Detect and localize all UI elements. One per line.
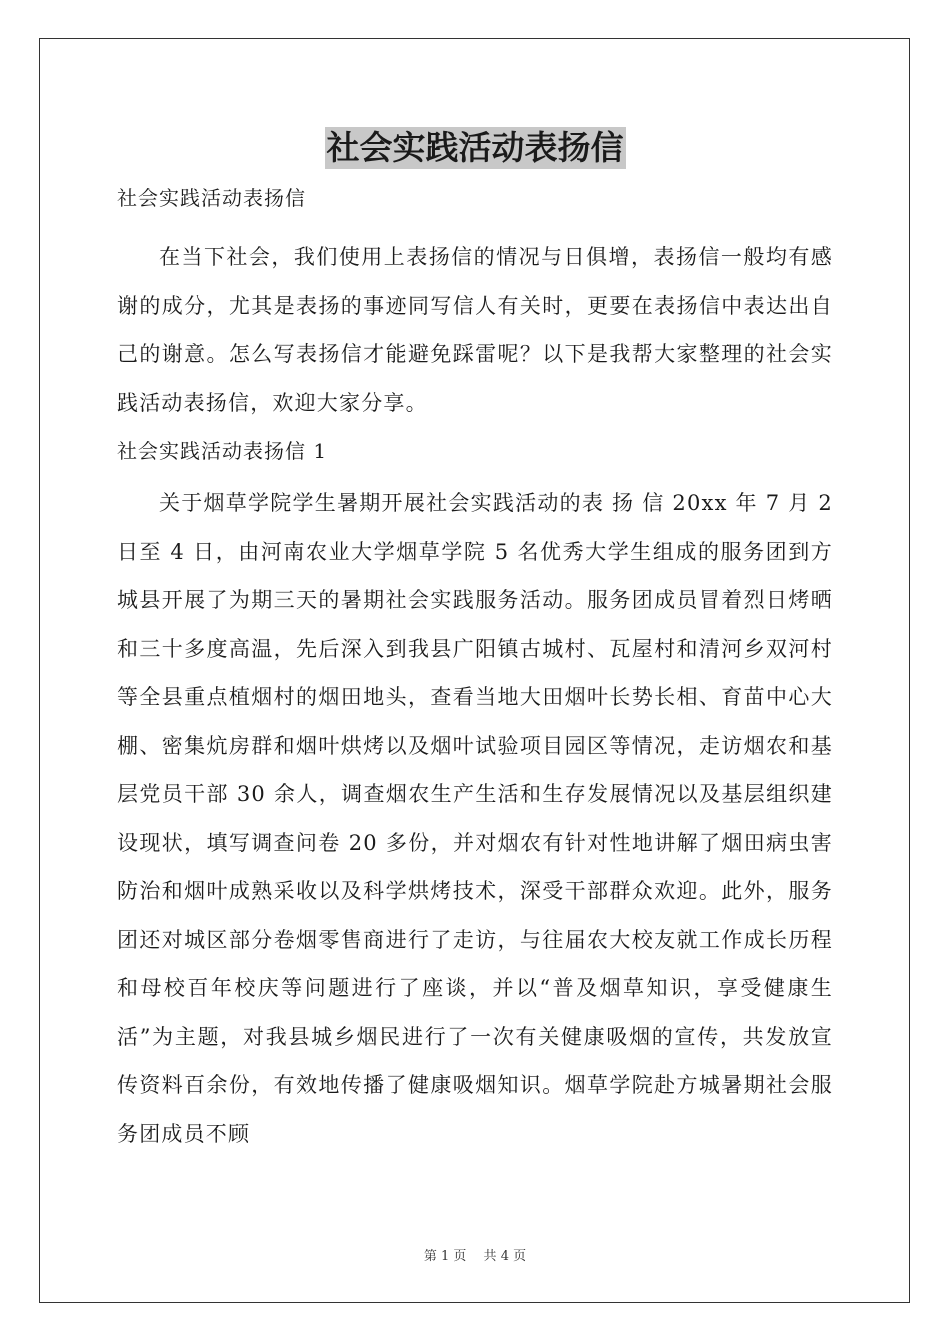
intro-paragraph: 在当下社会，我们使用上表扬信的情况与日俱增，表扬信一般均有感谢的成分，尤其是表扬的事迹同写信人有关时，更要在表扬信中表达出自己的谢意。怎么写表扬信才能避免踩雷呢？以下是我帮大家整理的社会实践活动表扬信，欢迎大家分享。 — [117, 245, 833, 415]
page-footer: 第 1 页 共 4 页 — [423, 1249, 527, 1264]
document-subtitle: 社会实践活动表扬信 — [117, 186, 306, 210]
section-heading: 社会实践活动表扬信 1 — [117, 439, 328, 463]
document-title-text: 社会实践活动表扬信 — [326, 128, 624, 167]
body-paragraph: 关于烟草学院学生暑期开展社会实践活动的表 扬 信 20xx 年 7 月 2 日至 4 日，由河南农业大学烟草学院 5 名优秀大学生组成的服务团到方城县开展了为期三天的暑期社会实践服务活动。服务团成员冒着烈日烤晒和三十多度高温，先后深入到我县广阳镇古城村、瓦屋村和清河乡双河村等全县重点植烟村的烟田地头，查看当地大田烟叶长势长相、育苗中心大棚、密集炕房群和烟叶烘烤以及烟叶试验项目园区等情况，走访烟农和基层党员干部 30 余人，调查烟农生产生活和生存发展情况以及基层组织建设现状，填写调查问卷 20 多份，并对烟农有针对性地讲解了烟田病虫害防治和烟叶成熟采收以及科学烘烤技术，深受干部群众欢迎。此外，服务团还对城区部分卷烟零售商进行了走访，与往届农大校友就工作成长历程和母校百年校庆等问题进行了座谈，并以“普及烟草知识，享受健康生活”为主题，对我县城乡烟民进行了一次有关健康吸烟的宣传，共发放宣传资料百余份，有效地传播了健康吸烟知识。烟草学院赴方城暑期社会服务团成员不顾 — [117, 491, 833, 1146]
document-title — [0, 127, 950, 169]
document-body — [117, 183, 833, 1158]
